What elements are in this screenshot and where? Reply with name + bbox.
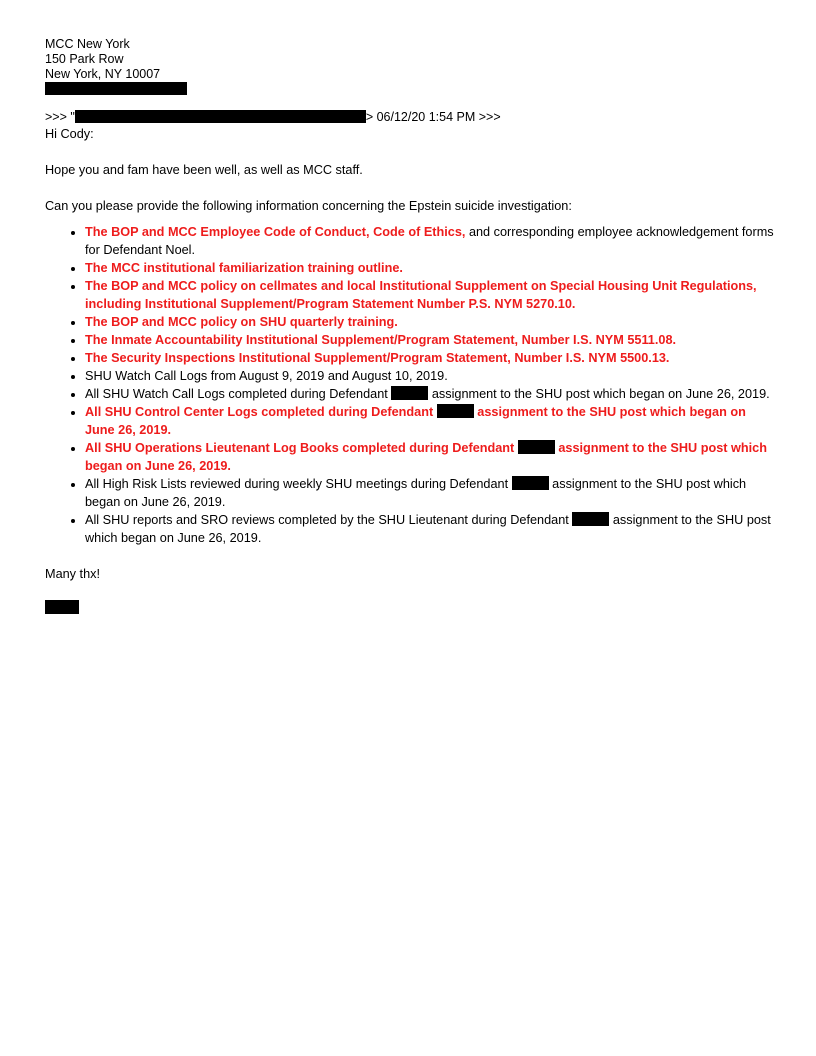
- list-item: [85, 313, 775, 331]
- item-text: All SHU Watch Call Logs completed during Defendant: [85, 387, 392, 401]
- redaction-bar: [391, 386, 428, 400]
- body-paragraph: Can you please provide the following information concerning the Epstein suicide investigation:: [45, 199, 572, 213]
- list-item: [85, 223, 775, 259]
- item-text: The Inmate Accountability Institutional Supplement/Program Statement, Number I.S. NYM 5511.08.: [85, 333, 677, 347]
- redaction-bar: [518, 440, 555, 454]
- redaction-bar: [45, 82, 187, 95]
- item-text: The MCC institutional familiarization training outline.: [85, 261, 403, 275]
- list-item: [85, 259, 775, 277]
- email-document: [45, 37, 775, 617]
- list-item: [85, 475, 775, 511]
- list-item: [85, 385, 775, 403]
- address-line-1: MCC New York: [45, 37, 130, 51]
- item-text: and corresponding employee acknowledgement forms for Defendant Noel.: [85, 225, 774, 257]
- request-list: [45, 223, 775, 547]
- list-item: [85, 349, 775, 367]
- list-item: [85, 511, 775, 547]
- redaction-bar: [75, 110, 366, 123]
- item-text: assignment to the SHU post which began on June 26, 2019.: [428, 387, 770, 401]
- item-text: assignment to the SHU post which began on June 26, 2019.: [85, 513, 771, 545]
- list-item: [85, 403, 775, 439]
- header-timestamp: > 06/12/20 1:54 PM >>>: [365, 110, 501, 124]
- forward-header: [45, 110, 775, 125]
- item-text: All High Risk Lists reviewed during weekly SHU meetings during Defendant: [85, 477, 512, 491]
- redaction-bar: [512, 476, 549, 490]
- list-item: [85, 277, 775, 313]
- item-text: assignment to the SHU post which began on June 26, 2019.: [85, 477, 747, 509]
- address-line-3: New York, NY 10007: [45, 67, 161, 81]
- item-text: All SHU Operations Lieutenant Log Books completed during Defendant: [85, 441, 518, 455]
- item-text: assignment to the SHU post which began on June 26, 2019.: [85, 441, 767, 473]
- list-item: [85, 439, 775, 475]
- list-item: [85, 331, 775, 349]
- body-paragraph: Hope you and fam have been well, as well as MCC staff.: [45, 163, 363, 177]
- signature-redaction: [45, 600, 79, 614]
- header-prefix: >>> ": [45, 110, 75, 124]
- item-text: SHU Watch Call Logs from August 9, 2019 and August 10, 2019.: [85, 369, 448, 383]
- closing: Many thx!: [45, 567, 100, 581]
- redaction-bar: [437, 404, 474, 418]
- highlighted-text: The BOP and MCC Employee Code of Conduct, Code of Ethics,: [85, 225, 466, 239]
- item-text: The BOP and MCC policy on cellmates and local Institutional Supplement on Special Housing Unit Regulations, including Institutional Supplement/Program Statement Number P.S. NYM 5270.10.: [85, 279, 757, 311]
- address-block: [45, 37, 775, 97]
- address-line-2: 150 Park Row: [45, 52, 124, 66]
- list-item: [85, 367, 775, 385]
- item-text: All SHU Control Center Logs completed during Defendant: [85, 405, 437, 419]
- item-text: assignment to the SHU post which began on June 26, 2019.: [85, 405, 746, 437]
- redaction-bar: [572, 512, 609, 526]
- greeting: Hi Cody:: [45, 127, 94, 141]
- item-text: The Security Inspections Institutional Supplement/Program Statement, Number I.S. NYM 5500.13.: [85, 351, 670, 365]
- item-text: The BOP and MCC policy on SHU quarterly training.: [85, 315, 398, 329]
- item-text: All SHU reports and SRO reviews completed by the SHU Lieutenant during Defendant: [85, 513, 573, 527]
